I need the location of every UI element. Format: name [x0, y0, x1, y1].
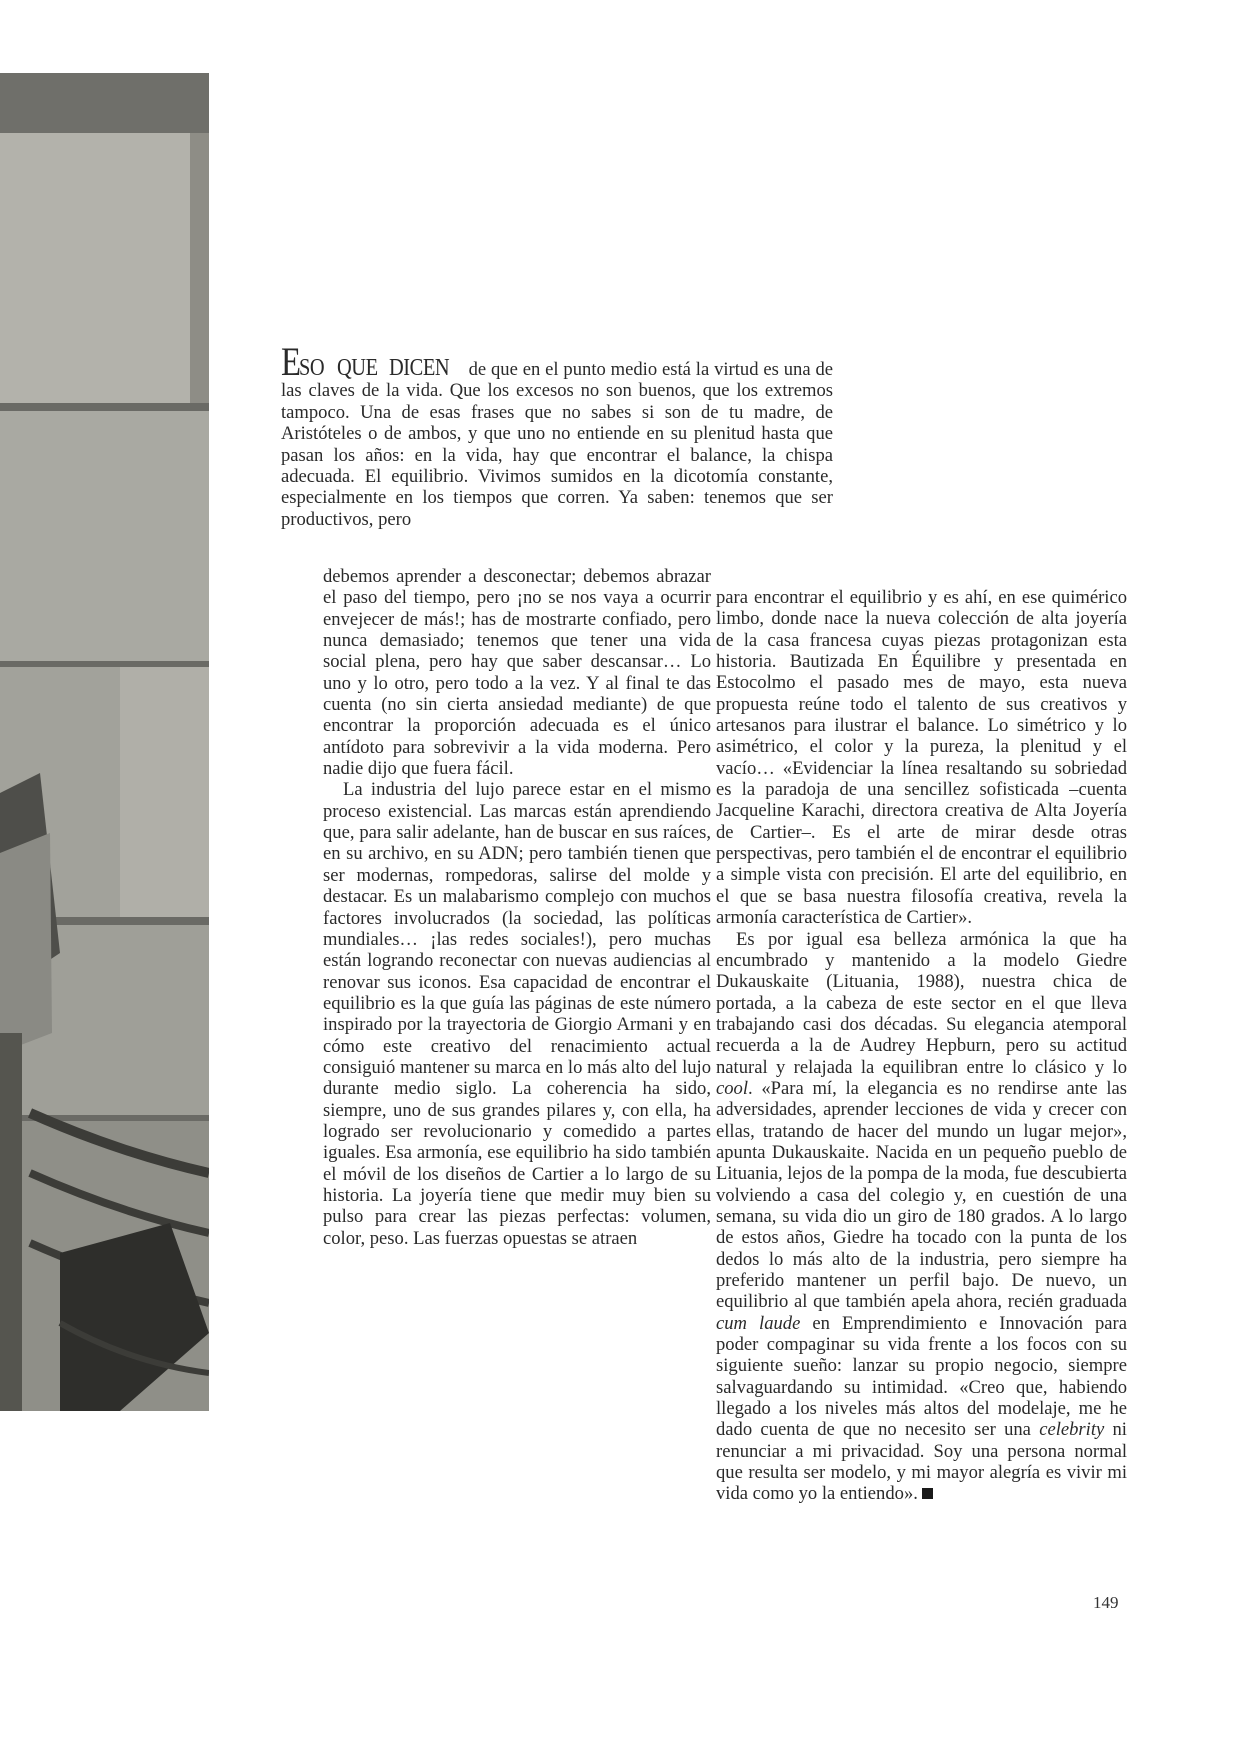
article-intro	[281, 339, 834, 530]
end-of-article-square-icon	[922, 1488, 933, 1499]
paragraph: Es por igual esa belleza armónica la que ha encumbrado y mantenido a la modelo Giedre Dukauskaite (Lituania, 1988), nuestra chica de portada, a la cabeza de este sector en el que lleva trabajando casi dos décadas. Su elegancia atemporal recuerda a la de Audrey Hepburn, pero su actitud natural y relajada la equilibran entre lo clásico y lo cool. «Para mí, la elegancia es no rendirse ante las adversidades, aprender lecciones de vida y crecer con ellas, tratando de hacer del mundo un lugar mejor», apunta Dukauskaite. Nacida en un pequeño pueblo de Lituania, lejos de la pompa de la moda, fue descubierta volviendo a casa del colegio y, en cuestión de una semana, su vida dio un giro de 180 grados. A lo largo de estos años, Giedre ha tocado con la punta de los dedos lo más alto de la industria, pero siempre ha preferido mantener un perfil bajo. De nuevo, un equilibrio al que también apela ahora, recién graduada cum laude en Emprendimiento e Innovación para poder compaginar su vida frente a los focos con su siguiente sueño: lanzar su propio negocio, siempre salvaguardando su intimidad. «Creo que, habiendo llegado a los niveles más altos del modelaje, me he dado cuenta de que no necesito ser una celebrity ni renunciar a mi privacidad. Soy una persona normal que resulta ser modelo, y mi mayor alegría es vivir mi vida como yo la entiendo».	[716, 928, 1127, 1505]
dropcap-letter: E	[281, 339, 301, 384]
paragraph: para encontrar el equilibrio y es ahí, en ese quimérico limbo, donde nace la nueva colección de alta joyería de la casa francesa cuyas piezas protagonizan esta historia. Bautizada En Équilibre y presentada en Estocolmo el pasado mes de mayo, esta nueva propuesta reúne todo el talento de sus creativos y artesanos para ilustrar el balance. Lo simétrico y lo asimétrico, el color y la pureza, la plenitud y el vacío… «Evidenciar la línea resaltando su sobriedad es la paradoja de una sencillez sofisticada –cuenta Jacqueline Karachi, directora creativa de Alta Joyería de Cartier–. Es el arte de mirar desde otras perspectivas, pero también el de encontrar el equilibrio a simple vista con precisión. El arte del equilibrio, en el que se basa nuestra filosofía creativa, revela la armonía característica de Cartier».	[716, 587, 1127, 929]
article-column-right	[716, 587, 1127, 1505]
paragraph: La industria del lujo parece estar en el mismo proceso existencial. Las marcas están aprendiendo que, para salir adelante, han de buscar en sus raíces, en su archivo, en su ADN; pero también tienen que ser modernas, rompedoras, salirse del molde y destacar. Es un malabarismo complejo con muchos factores involucrados (la sociedad, las políticas mundiales… ¡las redes sociales!), pero muchas están logrando reconectar con nuevas audiencias al renovar sus iconos. Esa capacidad de encontrar el equilibrio es la que guía las páginas de este número inspirado por la trayectoria de Giorgio Armani y en cómo este creativo del renacimiento actual consiguió mantener su marca en lo más alto del lujo durante medio siglo. La coherencia ha sido, siempre, uno de sus grandes pilares y, con ella, ha logrado ser revolucionario y comedido a partes iguales. Esa armonía, ese equilibrio ha sido también el móvil de los diseños de Cartier a lo largo de su historia. La joyería tiene que medir muy bien su pulso para crear las piezas perfectas: volumen, color, peso. Las fuerzas opuestas se atraen	[323, 779, 711, 1249]
paragraph: debemos aprender a desconectar; debemos abrazar el paso del tiempo, pero ¡no se nos vaya a ocurrir envejecer de más!; has de mostrarte confiado, pero nunca demasiado; tenemos que tener una vida social plena, pero hay que saber descansar… Lo uno y lo otro, pero todo a la vez. Y al final te das cuenta (no sin cierta ansiedad mediante) de que encontrar la proporción adecuada es el único antídoto para sobrevivir a la vida moderna. Pero nadie dijo que fuera fácil.	[323, 566, 711, 780]
stone-wall-photo	[0, 73, 209, 1411]
dropcap-heading: ESO QUE DICEN	[281, 339, 450, 384]
article-column-left	[323, 566, 711, 1249]
page-number: 149	[1093, 1593, 1119, 1612]
intro-text: de que en el punto medio está la virtud es una de las claves de la vida. Que los excesos no son buenos, que los extremos tampoco. Una de esas frases que no sabes si son de tu madre, de Aristóteles o de ambos, y que uno no entiende en su plenitud hasta que pasan los años: en la vida, hay que encontrar el balance, la chispa adecuada. El equilibrio. Vivimos sumidos en la dicotomía constante, especialmente en los tiempos que corren. Ya saben: tenemos que ser productivos, pero	[281, 359, 834, 530]
